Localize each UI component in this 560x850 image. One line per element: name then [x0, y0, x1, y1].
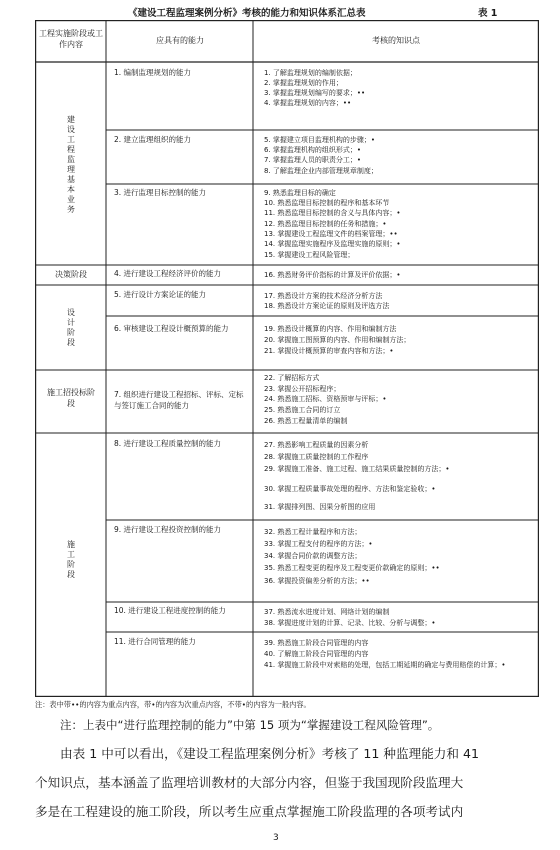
paragraph-line: 由表 1 中可以看出，《建设工程监理案例分析》考核了 11 种监理能力和 41 [60, 746, 479, 761]
paragraph-line: 多是在工程建设的施工阶段，所以考生应重点掌握施工阶段监理的各项考试内 [35, 804, 464, 819]
paragraph-line: 个知识点，基本涵盖了监理培训教材的大部分内容，但鉴于我国现阶段监理大 [35, 775, 464, 790]
knowledge-item: 22. 了解招标方式 [264, 374, 320, 382]
knowledge-item: 27. 熟悉影响工程质量的因素分析 [264, 441, 369, 449]
ability-item: 10. 进行建设工程进度控制的能力 [114, 606, 226, 615]
ability-item: 8. 进行建设工程质量控制的能力 [114, 439, 222, 448]
knowledge-item: 36. 掌握投资偏差分析的方法；•• [264, 577, 370, 585]
knowledge-item: 34. 掌握合同价款的调整方法； [264, 552, 362, 560]
knowledge-item: 5. 掌握建立项目监理机构的步骤；• [264, 136, 376, 144]
knowledge-item: 28. 掌握施工质量控制的工作程序 [264, 453, 369, 461]
table-title: 《建设工程监理案例分析》考核的能力和知识体系汇总表 [128, 8, 366, 19]
knowledge-item: 15. 掌握建设工程风险管理； [264, 251, 355, 259]
knowledge-item: 20. 掌握施工图预算的内容、作用和编制方法； [264, 336, 411, 344]
header-stage: 工程实施阶段或工作内容 [39, 29, 103, 49]
stage-design: 设计阶段 [67, 308, 75, 347]
knowledge-item: 19. 熟悉设计概算的内容、作用和编制方法 [264, 325, 397, 333]
header-ability: 应具有的能力 [156, 36, 204, 45]
knowledge-item: 21. 掌握设计概预算的审查内容和方法；• [264, 347, 394, 355]
knowledge-item: 24. 熟悉施工招标、资格预审与评标；• [264, 395, 387, 403]
knowledge-item: 38. 掌握进度计划的计算、记录、比较、分析与调整；• [264, 619, 436, 627]
knowledge-item: 3. 掌握监理规划编写的要求；•• [264, 89, 366, 97]
knowledge-item: 40. 了解施工阶段合同管理的内容 [264, 650, 369, 658]
ability-item: 9. 进行建设工程投资控制的能力 [114, 525, 222, 534]
note-text: 注：上表中“进行监理控制的能力”中第 15 项为“掌握建设工程风险管理”。 [60, 718, 440, 732]
table-footnote: 注：表中带••的内容为重点内容，带•的内容为次重点内容，不带•的内容为一般内容。 [35, 700, 311, 709]
stage-construction: 施工阶段 [67, 540, 75, 579]
ability-item: 1. 编制监理规划的能力 [114, 68, 192, 77]
knowledge-item: 14. 掌握监理实施程序及监理实施的原则；• [264, 240, 401, 248]
ability-item: 3. 进行监理目标控制的能力 [114, 188, 207, 197]
knowledge-item: 2. 掌握监理规划的作用； [264, 79, 343, 87]
knowledge-item: 26. 熟悉工程量清单的编制 [264, 417, 348, 425]
knowledge-item: 11. 熟悉监理目标控制的含义与具体内容；• [264, 209, 401, 217]
knowledge-item: 37. 熟悉流水进度计划、网络计划的编制 [264, 608, 390, 616]
knowledge-item: 32. 熟悉工程计量程序和方法； [264, 528, 362, 536]
page-number: 3 [273, 833, 279, 843]
knowledge-item: 9. 熟悉监理目标的确定 [264, 189, 336, 197]
ability-item: 5. 进行设计方案论证的能力 [114, 290, 207, 299]
knowledge-item: 33. 掌握工程支付的程序的方法；• [264, 540, 373, 548]
knowledge-item: 39. 熟悉施工阶段合同管理的内容 [264, 639, 369, 647]
knowledge-item: 10. 熟悉监理目标控制的程序和基本环节 [264, 199, 390, 207]
knowledge-item: 18. 熟悉设计方案论证的原则及评选方法 [264, 302, 390, 310]
stage-bidding: 施工招投标阶段 [47, 388, 95, 408]
stage-decision: 决策阶段 [55, 270, 87, 279]
ability-item: 11. 进行合同管理的能力 [114, 637, 196, 646]
knowledge-item: 25. 熟悉施工合同的订立 [264, 406, 341, 414]
ability-item: 6. 审核建设工程设计概预算的能力 [114, 324, 229, 333]
knowledge-item: 29. 掌握施工准备、施工过程、施工结果质量控制的方法；• [264, 465, 450, 473]
header-knowledge: 考核的知识点 [372, 36, 420, 45]
knowledge-item: 12. 熟悉监理目标控制的任务和措施；• [264, 220, 387, 228]
ability-item: 2. 建立监理组织的能力 [114, 135, 192, 144]
table-grid [35, 20, 539, 697]
knowledge-item: 16. 熟悉财务评价指标的计算及评价依据；• [264, 271, 401, 279]
knowledge-item: 23. 掌握公开招标程序； [264, 385, 341, 393]
knowledge-item: 17. 熟悉设计方案的技术经济分析方法 [264, 292, 383, 300]
knowledge-item: 13. 掌握建设工程监理文件的档案管理；•• [264, 230, 398, 238]
stage-basic: 建设工程监理基本业务 [67, 115, 75, 214]
knowledge-item: 35. 熟悉工程变更的程序及工程变更价款确定的原则；•• [264, 564, 440, 572]
summary-table [35, 20, 539, 697]
table-label: 表 1 [478, 8, 498, 19]
knowledge-item: 7. 掌握监理人员的职责分工；• [264, 156, 362, 164]
knowledge-item: 8. 了解监理企业内部管理规章制度； [264, 167, 378, 175]
ability-item: 7. 组织进行建设工程招标、评标、定标与签订施工合同的能力 [114, 390, 244, 410]
knowledge-item: 31. 掌握排列图、因果分析图的应用 [264, 503, 376, 511]
knowledge-item: 6. 掌握监理机构的组织形式；• [264, 146, 362, 154]
ability-item: 4. 进行建设工程经济评价的能力 [114, 269, 222, 278]
knowledge-item: 41. 掌握施工阶段中对索赔的处理，包括工期延期的确定与费用赔偿的计算；• [264, 661, 506, 669]
knowledge-item: 4. 掌握监理规划的内容；•• [264, 99, 352, 107]
knowledge-item: 1. 了解监理规划的编制依据； [264, 69, 357, 77]
knowledge-item: 30. 掌握工程质量事故处理的程序、方法和鉴定验收；• [264, 485, 436, 493]
